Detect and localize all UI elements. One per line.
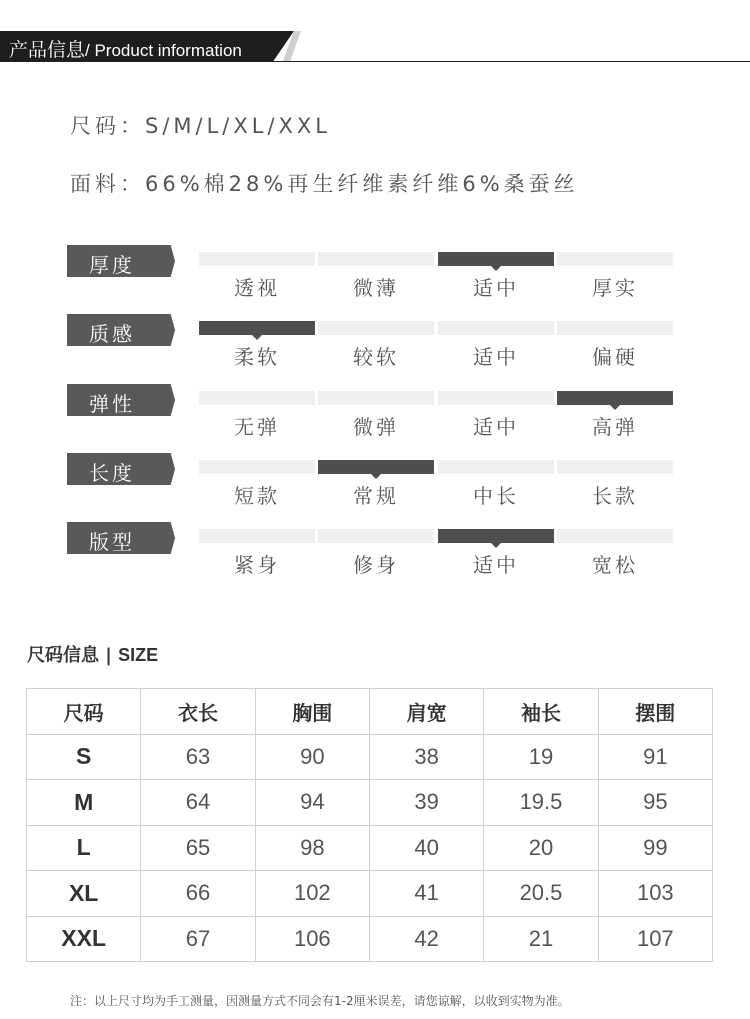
table-row [27,780,713,826]
scale-option-label: 常规 [353,484,399,508]
header-title [9,35,242,62]
attribute-label-text: 版型 [89,530,135,554]
attribute-label-text: 质感 [89,322,135,346]
scale-option-label: 偏硬 [592,345,638,369]
attribute-label [67,384,175,416]
scale-option-label: 微薄 [353,276,399,300]
scale-option-label: 修身 [353,553,399,577]
scale-option-label: 短款 [234,484,280,508]
cell-shoulder: 41 [369,871,483,917]
cell-shoulder: 40 [369,825,483,871]
cell-sleeve: 20.5 [484,871,598,917]
header-title-cn: 产品信息 [9,39,86,61]
cell-bust: 98 [255,825,369,871]
attribute-row-texture [0,314,750,374]
scale-option-label: 适中 [473,345,519,369]
cell-length: 65 [141,825,255,871]
cell-bust: 102 [255,871,369,917]
scale-segment-selected [438,252,554,266]
header-length: 衣长 [141,689,255,735]
scale-segment [557,529,673,543]
table-row [27,916,713,962]
cell-hem: 103 [598,871,712,917]
scale-option-label: 中长 [473,484,519,508]
cell-sleeve: 19.5 [484,780,598,826]
attribute-label-text: 弹性 [89,392,135,416]
scale-segment [557,252,673,266]
cell-shoulder: 38 [369,734,483,780]
size-table [26,688,713,962]
cell-length: 63 [141,734,255,780]
attribute-label-text: 长度 [89,461,135,485]
scale-option-label: 宽松 [592,553,638,577]
table-row [27,734,713,780]
scale-segment [318,391,434,405]
header-shoulder: 肩宽 [369,689,483,735]
scale-segment [199,460,315,474]
size-info-line: 尺码：S/M/L/XL/XXL [70,114,332,138]
scale-segment [318,252,434,266]
scale-option-label: 适中 [473,415,519,439]
cell-size: XXL [27,916,141,962]
cell-hem: 99 [598,825,712,871]
section-header [0,31,750,62]
scale-segment [557,321,673,335]
table-row [27,825,713,871]
cell-sleeve: 19 [484,734,598,780]
cell-hem: 91 [598,734,712,780]
cell-sleeve: 20 [484,825,598,871]
size-title-en: SIZE [118,645,159,665]
scale-option-label: 柔软 [234,345,280,369]
header-title-en: / Product information [85,41,242,60]
scale-segment [438,391,554,405]
scale-option-label: 较软 [353,345,399,369]
scale-option-label: 微弹 [353,415,399,439]
attribute-row-fit [0,522,750,582]
scale-segment [199,391,315,405]
cell-bust: 90 [255,734,369,780]
scale-option-label: 长款 [592,484,638,508]
scale-option-label: 适中 [473,553,519,577]
scale-option-label: 透视 [234,276,280,300]
cell-shoulder: 42 [369,916,483,962]
scale-segment-selected [318,460,434,474]
cell-length: 64 [141,780,255,826]
attribute-label [67,245,175,277]
scale-segment-selected [199,321,315,335]
scale-segment [557,460,673,474]
scale-segment [438,460,554,474]
attribute-label [67,314,175,346]
scale-segment [199,529,315,543]
cell-bust: 94 [255,780,369,826]
cell-hem: 95 [598,780,712,826]
attribute-label [67,522,175,554]
size-title-cn: 尺码信息 [27,645,99,666]
header-sleeve: 袖长 [484,689,598,735]
scale-segment-selected [438,529,554,543]
size-title-separator: | [105,645,112,666]
fabric-info-line: 面料：66%棉28%再生纤维素纤维6%桑蚕丝 [70,172,579,196]
table-row [27,871,713,917]
cell-hem: 107 [598,916,712,962]
header-hem: 摆围 [598,689,712,735]
measurement-note: 注：以上尺寸均为手工测量，因测量方式不同会有1-2厘米误差，请您谅解，以收到实物为准。 [70,994,570,1008]
cell-bust: 106 [255,916,369,962]
scale-segment-selected [557,391,673,405]
size-section-title [27,641,158,667]
scale-segment [438,321,554,335]
scale-option-label: 适中 [473,276,519,300]
table-header-row [27,689,713,735]
scale-option-label: 紧身 [234,553,280,577]
attribute-row-elasticity [0,384,750,444]
header-size: 尺码 [27,689,141,735]
attribute-row-thickness [0,245,750,305]
scale-segment [318,321,434,335]
cell-shoulder: 39 [369,780,483,826]
attribute-label [67,453,175,485]
cell-size: L [27,825,141,871]
attribute-row-length [0,453,750,513]
cell-length: 66 [141,871,255,917]
scale-segment [199,252,315,266]
cell-sleeve: 21 [484,916,598,962]
scale-option-label: 厚实 [592,276,638,300]
cell-size: M [27,780,141,826]
scale-option-label: 高弹 [592,415,638,439]
scale-option-label: 无弹 [234,415,280,439]
cell-length: 67 [141,916,255,962]
cell-size: S [27,734,141,780]
header-bust: 胸围 [255,689,369,735]
cell-size: XL [27,871,141,917]
attribute-label-text: 厚度 [89,253,135,277]
scale-segment [318,529,434,543]
